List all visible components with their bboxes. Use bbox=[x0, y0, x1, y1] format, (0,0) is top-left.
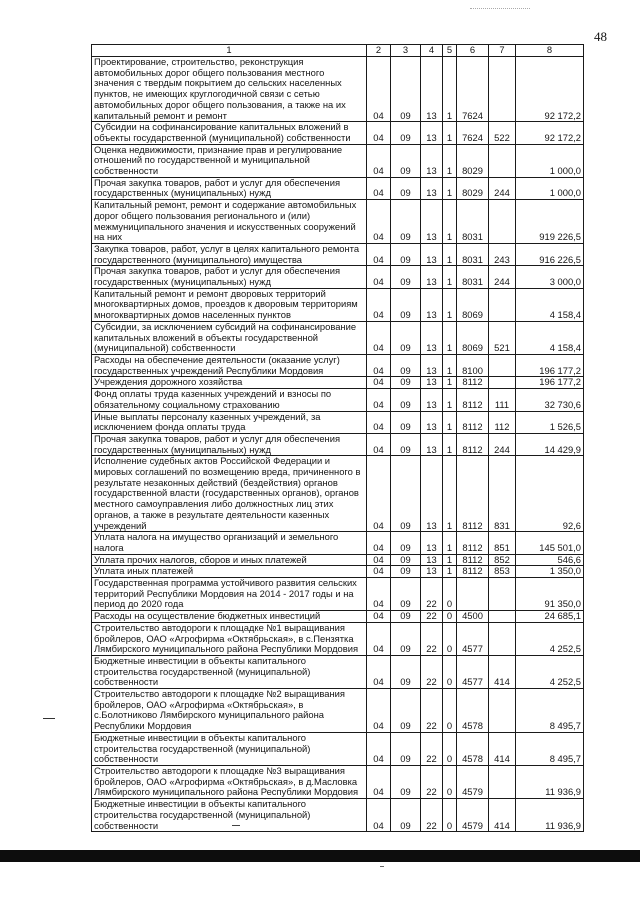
row-amount: 32 730,6 bbox=[516, 389, 584, 411]
code-section: 04 bbox=[367, 622, 391, 655]
code-subprogram: 1 bbox=[443, 266, 457, 288]
code-subprogram: 0 bbox=[443, 689, 457, 733]
row-amount: 8 495,7 bbox=[516, 732, 584, 765]
code-subsection: 09 bbox=[391, 177, 421, 199]
code-program: 13 bbox=[421, 122, 443, 144]
table-row bbox=[92, 122, 584, 144]
scan-edge-bar bbox=[0, 850, 640, 862]
row-description: Субсидии, за исключением субсидий на софинансирование капитальных вложений в объекты государственной (муниципальной) собственности bbox=[92, 321, 367, 354]
code-subsection: 09 bbox=[391, 655, 421, 688]
code-subprogram: 1 bbox=[443, 177, 457, 199]
row-description: Уплата прочих налогов, сборов и иных платежей bbox=[92, 554, 367, 566]
table-row bbox=[92, 611, 584, 623]
code-subsection: 09 bbox=[391, 554, 421, 566]
code-subsection: 09 bbox=[391, 122, 421, 144]
code-target: 7624 bbox=[457, 122, 489, 144]
row-amount: 4 252,5 bbox=[516, 622, 584, 655]
code-target: 8031 bbox=[457, 266, 489, 288]
code-section: 04 bbox=[367, 532, 391, 554]
table-row bbox=[92, 689, 584, 733]
table-row bbox=[92, 554, 584, 566]
row-description: Учреждения дорожного хозяйства bbox=[92, 377, 367, 389]
code-section: 04 bbox=[367, 456, 391, 532]
code-subprogram: 1 bbox=[443, 288, 457, 321]
code-subsection: 09 bbox=[391, 433, 421, 455]
column-header: 8 bbox=[516, 45, 584, 57]
code-subsection: 09 bbox=[391, 389, 421, 411]
code-section: 04 bbox=[367, 57, 391, 122]
code-program: 13 bbox=[421, 433, 443, 455]
row-description: Оценка недвижимости, признание прав и регулирование отношений по государственной и муниципальной собственности bbox=[92, 144, 367, 177]
row-amount: 546,6 bbox=[516, 554, 584, 566]
code-subprogram: 1 bbox=[443, 57, 457, 122]
code-section: 04 bbox=[367, 200, 391, 244]
code-target: 4500 bbox=[457, 611, 489, 623]
code-program: 13 bbox=[421, 243, 443, 265]
code-expense-type: 414 bbox=[489, 732, 516, 765]
code-expense-type: 243 bbox=[489, 243, 516, 265]
row-description: Строительство автодороги к площадке №1 выращивания бройлеров, ОАО «Агрофирма «Октябрьская», в с.Пензятка Лямбирского муниципального района Республики Мордовия bbox=[92, 622, 367, 655]
code-subprogram: 0 bbox=[443, 578, 457, 611]
code-subsection: 09 bbox=[391, 411, 421, 433]
code-section: 04 bbox=[367, 655, 391, 688]
code-subprogram: 0 bbox=[443, 611, 457, 623]
code-program: 13 bbox=[421, 456, 443, 532]
code-subsection: 09 bbox=[391, 144, 421, 177]
row-description: Расходы на обеспечение деятельности (оказание услуг) государственных учреждений Республики Мордовия bbox=[92, 354, 367, 376]
code-section: 04 bbox=[367, 554, 391, 566]
code-section: 04 bbox=[367, 177, 391, 199]
code-target: 4579 bbox=[457, 799, 489, 832]
row-description: Расходы на осуществление бюджетных инвестиций bbox=[92, 611, 367, 623]
code-subprogram: 1 bbox=[443, 411, 457, 433]
code-expense-type: 112 bbox=[489, 411, 516, 433]
code-program: 13 bbox=[421, 377, 443, 389]
code-target: 8112 bbox=[457, 377, 489, 389]
column-header: 3 bbox=[391, 45, 421, 57]
row-description: Строительство автодороги к площадке №2 выращивания бройлеров, ОАО «Агрофирма «Октябрьская», в с.Болотниково Лямбирского муниципального района Республики Мордовия bbox=[92, 689, 367, 733]
code-program: 22 bbox=[421, 611, 443, 623]
code-expense-type bbox=[489, 200, 516, 244]
code-target: 8112 bbox=[457, 554, 489, 566]
code-subsection: 09 bbox=[391, 766, 421, 799]
row-amount: 92 172,2 bbox=[516, 122, 584, 144]
row-description: Бюджетные инвестиции в объекты капитального строительства государственной (муниципальной) собственности bbox=[92, 799, 367, 832]
table-row bbox=[92, 622, 584, 655]
code-expense-type: 831 bbox=[489, 456, 516, 532]
budget-table bbox=[91, 44, 584, 832]
row-amount: 3 000,0 bbox=[516, 266, 584, 288]
table-row bbox=[92, 433, 584, 455]
row-amount: 4 158,4 bbox=[516, 321, 584, 354]
code-program: 13 bbox=[421, 321, 443, 354]
scan-artifact-left bbox=[43, 718, 55, 719]
code-target: 8112 bbox=[457, 566, 489, 578]
code-section: 04 bbox=[367, 321, 391, 354]
row-amount: 4 252,5 bbox=[516, 655, 584, 688]
code-expense-type bbox=[489, 57, 516, 122]
code-expense-type: 244 bbox=[489, 177, 516, 199]
code-subsection: 09 bbox=[391, 566, 421, 578]
code-subprogram: 1 bbox=[443, 321, 457, 354]
code-section: 04 bbox=[367, 732, 391, 765]
code-subprogram: 1 bbox=[443, 566, 457, 578]
row-amount: 11 936,9 bbox=[516, 766, 584, 799]
code-section: 04 bbox=[367, 766, 391, 799]
scan-artifact-top bbox=[470, 8, 530, 9]
table-row bbox=[92, 200, 584, 244]
column-header: 4 bbox=[421, 45, 443, 57]
code-program: 22 bbox=[421, 622, 443, 655]
code-subsection: 09 bbox=[391, 611, 421, 623]
code-subprogram: 1 bbox=[443, 433, 457, 455]
row-amount: 4 158,4 bbox=[516, 288, 584, 321]
table-body bbox=[92, 57, 584, 832]
code-section: 04 bbox=[367, 389, 391, 411]
code-target: 8100 bbox=[457, 354, 489, 376]
code-program: 13 bbox=[421, 566, 443, 578]
code-subsection: 09 bbox=[391, 622, 421, 655]
code-program: 13 bbox=[421, 177, 443, 199]
code-target: 8112 bbox=[457, 532, 489, 554]
row-description: Бюджетные инвестиции в объекты капитального строительства государственной (муниципальной) собственности bbox=[92, 655, 367, 688]
code-target: 8069 bbox=[457, 288, 489, 321]
code-program: 22 bbox=[421, 689, 443, 733]
code-program: 13 bbox=[421, 411, 443, 433]
code-section: 04 bbox=[367, 566, 391, 578]
code-target: 8029 bbox=[457, 177, 489, 199]
row-description: Капитальный ремонт и ремонт дворовых территорий многоквартирных домов, проездов к дворовым территориям многоквартирных домов населенных пунктов bbox=[92, 288, 367, 321]
code-section: 04 bbox=[367, 611, 391, 623]
code-expense-type bbox=[489, 144, 516, 177]
table-row bbox=[92, 799, 584, 832]
page-number: 48 bbox=[594, 29, 607, 44]
row-description: Прочая закупка товаров, работ и услуг для обеспечения государственных (муниципальных) нужд bbox=[92, 433, 367, 455]
code-target: 8112 bbox=[457, 433, 489, 455]
code-expense-type: 851 bbox=[489, 532, 516, 554]
code-program: 13 bbox=[421, 532, 443, 554]
table-row bbox=[92, 532, 584, 554]
table-row bbox=[92, 57, 584, 122]
row-description: Прочая закупка товаров, работ и услуг для обеспечения государственных (муниципальных) нужд bbox=[92, 266, 367, 288]
row-description: Уплата налога на имущество организаций и земельного налога bbox=[92, 532, 367, 554]
row-description: Закупка товаров, работ, услуг в целях капитального ремонта государственного (муниципального) имущества bbox=[92, 243, 367, 265]
code-program: 13 bbox=[421, 266, 443, 288]
scan-artifact-bottom-2 bbox=[380, 866, 384, 867]
code-section: 04 bbox=[367, 243, 391, 265]
code-target: 4577 bbox=[457, 622, 489, 655]
code-section: 04 bbox=[367, 122, 391, 144]
code-program: 22 bbox=[421, 766, 443, 799]
row-amount: 919 226,5 bbox=[516, 200, 584, 244]
code-section: 04 bbox=[367, 144, 391, 177]
scan-artifact-bottom bbox=[232, 825, 240, 826]
code-expense-type: 244 bbox=[489, 266, 516, 288]
code-subsection: 09 bbox=[391, 200, 421, 244]
row-amount: 92,6 bbox=[516, 456, 584, 532]
row-description: Исполнение судебных актов Российской Федерации и мировых соглашений по возмещению вреда, причиненного в результате незаконных действий (бездействия) органов государственной власти (государственных органов), органов местного самоуправления либо должностных лиц этих органов, а также в результате деятельности казенных учреждений bbox=[92, 456, 367, 532]
code-subsection: 09 bbox=[391, 578, 421, 611]
code-target: 4577 bbox=[457, 655, 489, 688]
code-program: 22 bbox=[421, 578, 443, 611]
table-row bbox=[92, 732, 584, 765]
code-expense-type bbox=[489, 766, 516, 799]
table-row bbox=[92, 288, 584, 321]
column-header: 6 bbox=[457, 45, 489, 57]
row-amount: 1 000,0 bbox=[516, 144, 584, 177]
code-section: 04 bbox=[367, 266, 391, 288]
code-subprogram: 1 bbox=[443, 532, 457, 554]
row-amount: 196 177,2 bbox=[516, 354, 584, 376]
code-expense-type: 522 bbox=[489, 122, 516, 144]
row-amount: 11 936,9 bbox=[516, 799, 584, 832]
code-expense-type: 414 bbox=[489, 799, 516, 832]
row-description: Субсидии на софинансирование капитальных вложений в объекты государственной (муниципальной) собственности bbox=[92, 122, 367, 144]
code-expense-type: 414 bbox=[489, 655, 516, 688]
code-expense-type bbox=[489, 578, 516, 611]
code-subsection: 09 bbox=[391, 377, 421, 389]
code-expense-type: 521 bbox=[489, 321, 516, 354]
row-amount: 92 172,2 bbox=[516, 57, 584, 122]
row-description: Прочая закупка товаров, работ и услуг для обеспечения государственных (муниципальных) нужд bbox=[92, 177, 367, 199]
row-amount: 916 226,5 bbox=[516, 243, 584, 265]
code-target: 8029 bbox=[457, 144, 489, 177]
table-row bbox=[92, 389, 584, 411]
code-subprogram: 1 bbox=[443, 354, 457, 376]
code-subsection: 09 bbox=[391, 456, 421, 532]
table-row bbox=[92, 321, 584, 354]
code-target: 7624 bbox=[457, 57, 489, 122]
table-row bbox=[92, 243, 584, 265]
table-header-row bbox=[92, 45, 584, 57]
code-subprogram: 1 bbox=[443, 200, 457, 244]
row-amount: 8 495,7 bbox=[516, 689, 584, 733]
row-description: Проектирование, строительство, реконструкция автомобильных дорог общего пользования местного значения с твердым покрытием до сельских населенных пунктов, не имеющих круглогодичной связи с сетью автомобильных дорог общего пользования, а также на их капитальный ремонт и ремонт bbox=[92, 57, 367, 122]
row-description: Бюджетные инвестиции в объекты капитального строительства государственной (муниципальной) собственности bbox=[92, 732, 367, 765]
code-target bbox=[457, 578, 489, 611]
code-target: 8112 bbox=[457, 389, 489, 411]
code-target: 8112 bbox=[457, 411, 489, 433]
code-subsection: 09 bbox=[391, 288, 421, 321]
row-amount: 91 350,0 bbox=[516, 578, 584, 611]
code-section: 04 bbox=[367, 433, 391, 455]
code-expense-type bbox=[489, 377, 516, 389]
table-row bbox=[92, 655, 584, 688]
code-expense-type: 111 bbox=[489, 389, 516, 411]
code-subprogram: 1 bbox=[443, 554, 457, 566]
code-expense-type bbox=[489, 622, 516, 655]
code-expense-type: 244 bbox=[489, 433, 516, 455]
code-expense-type: 853 bbox=[489, 566, 516, 578]
code-target: 4578 bbox=[457, 732, 489, 765]
code-target: 8031 bbox=[457, 200, 489, 244]
table-row bbox=[92, 377, 584, 389]
code-expense-type bbox=[489, 611, 516, 623]
code-subsection: 09 bbox=[391, 732, 421, 765]
code-program: 22 bbox=[421, 732, 443, 765]
code-program: 13 bbox=[421, 144, 443, 177]
table-row bbox=[92, 456, 584, 532]
code-program: 22 bbox=[421, 799, 443, 832]
code-expense-type bbox=[489, 288, 516, 321]
row-description: Иные выплаты персоналу казенных учреждений, за исключением фонда оплаты труда bbox=[92, 411, 367, 433]
code-subprogram: 1 bbox=[443, 144, 457, 177]
code-program: 13 bbox=[421, 200, 443, 244]
code-subprogram: 0 bbox=[443, 622, 457, 655]
code-program: 13 bbox=[421, 354, 443, 376]
code-subprogram: 0 bbox=[443, 655, 457, 688]
code-program: 22 bbox=[421, 655, 443, 688]
code-subsection: 09 bbox=[391, 354, 421, 376]
code-subprogram: 0 bbox=[443, 732, 457, 765]
column-header: 7 bbox=[489, 45, 516, 57]
code-subsection: 09 bbox=[391, 321, 421, 354]
code-section: 04 bbox=[367, 578, 391, 611]
code-subsection: 09 bbox=[391, 532, 421, 554]
code-subprogram: 1 bbox=[443, 389, 457, 411]
table-row bbox=[92, 766, 584, 799]
code-subsection: 09 bbox=[391, 57, 421, 122]
code-program: 13 bbox=[421, 554, 443, 566]
table-row bbox=[92, 566, 584, 578]
code-section: 04 bbox=[367, 288, 391, 321]
code-section: 04 bbox=[367, 377, 391, 389]
row-amount: 1 000,0 bbox=[516, 177, 584, 199]
table-row bbox=[92, 266, 584, 288]
code-program: 13 bbox=[421, 389, 443, 411]
code-section: 04 bbox=[367, 411, 391, 433]
code-subprogram: 0 bbox=[443, 766, 457, 799]
code-target: 8112 bbox=[457, 456, 489, 532]
code-subsection: 09 bbox=[391, 689, 421, 733]
code-program: 13 bbox=[421, 57, 443, 122]
code-subprogram: 1 bbox=[443, 456, 457, 532]
table-row bbox=[92, 354, 584, 376]
code-target: 4578 bbox=[457, 689, 489, 733]
row-description: Строительство автодороги к площадке №3 выращивания бройлеров, ОАО «Агрофирма «Октябрьская», в д.Масловка Лямбирского муниципального района Республики Мордовия bbox=[92, 766, 367, 799]
code-target: 8031 bbox=[457, 243, 489, 265]
code-subprogram: 1 bbox=[443, 122, 457, 144]
row-amount: 196 177,2 bbox=[516, 377, 584, 389]
code-target: 4579 bbox=[457, 766, 489, 799]
row-description: Фонд оплаты труда казенных учреждений и взносы по обязательному социальному страхованию bbox=[92, 389, 367, 411]
code-subsection: 09 bbox=[391, 266, 421, 288]
table-row bbox=[92, 177, 584, 199]
column-header: 1 bbox=[92, 45, 367, 57]
row-amount: 24 685,1 bbox=[516, 611, 584, 623]
column-header: 2 bbox=[367, 45, 391, 57]
table-row bbox=[92, 578, 584, 611]
code-section: 04 bbox=[367, 354, 391, 376]
code-subprogram: 0 bbox=[443, 799, 457, 832]
row-amount: 1 526,5 bbox=[516, 411, 584, 433]
code-subprogram: 1 bbox=[443, 377, 457, 389]
code-subsection: 09 bbox=[391, 799, 421, 832]
column-header: 5 bbox=[443, 45, 457, 57]
code-section: 04 bbox=[367, 689, 391, 733]
code-expense-type bbox=[489, 354, 516, 376]
code-section: 04 bbox=[367, 799, 391, 832]
code-target: 8069 bbox=[457, 321, 489, 354]
code-expense-type: 852 bbox=[489, 554, 516, 566]
row-amount: 145 501,0 bbox=[516, 532, 584, 554]
row-description: Уплата иных платежей bbox=[92, 566, 367, 578]
row-amount: 1 350,0 bbox=[516, 566, 584, 578]
table-row bbox=[92, 144, 584, 177]
code-subsection: 09 bbox=[391, 243, 421, 265]
code-subprogram: 1 bbox=[443, 243, 457, 265]
row-amount: 14 429,9 bbox=[516, 433, 584, 455]
code-program: 13 bbox=[421, 288, 443, 321]
row-description: Капитальный ремонт, ремонт и содержание автомобильных дорог общего пользования регионального и (или) межмуниципального значения и искусственных сооружений на них bbox=[92, 200, 367, 244]
row-description: Государственная программа устойчивого развития сельских территорий Республики Мордовия на 2014 - 2017 годы и на период до 2020 года bbox=[92, 578, 367, 611]
code-expense-type bbox=[489, 689, 516, 733]
table-row bbox=[92, 411, 584, 433]
